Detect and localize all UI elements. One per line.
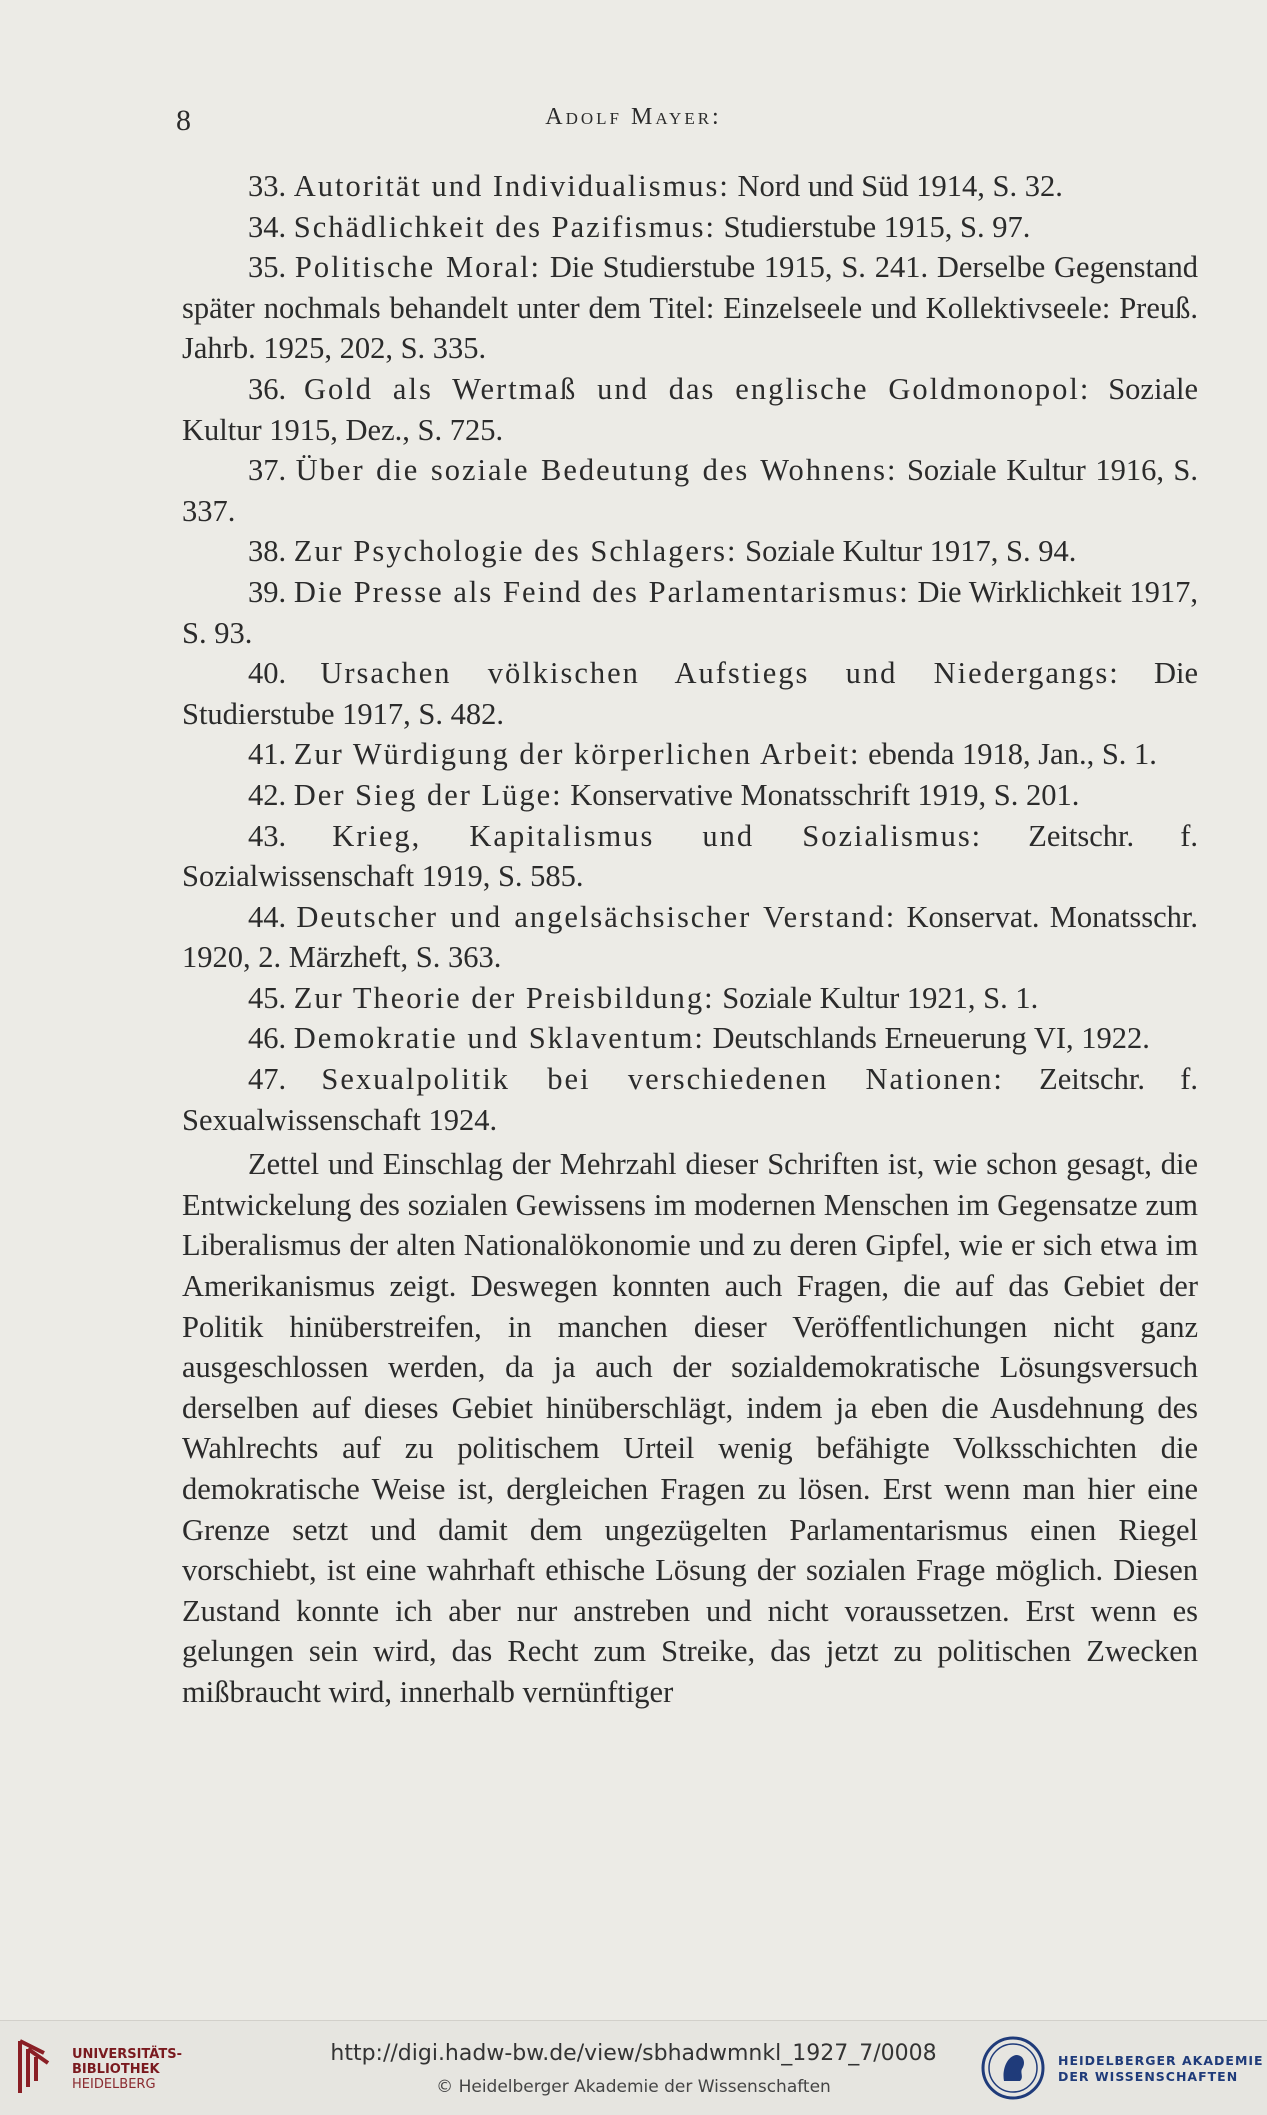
entry-title: Zur Theorie der Preisbildung:: [293, 980, 715, 1015]
bibliography-entry: [182, 572, 1198, 653]
university-library-label: UNIVERSITÄTS- BIBLIOTHEK HEIDELBERG: [72, 2047, 182, 2092]
entry-title: Über die soziale Bedeutung des Wohnens:: [295, 453, 898, 488]
entry-title: Sexualpolitik bei verschiedenen Nationen:: [321, 1062, 1004, 1097]
entry-number: 38.: [248, 534, 287, 569]
bibliography-entry: [182, 247, 1198, 369]
bibliography-entry: [182, 450, 1198, 531]
entry-title: Krieg, Kapitalismus und Sozialismus:: [332, 818, 983, 853]
entry-source: Soziale Kultur 1915, Dez., S. 725.: [182, 371, 1198, 447]
entry-title: Autorität und Individualismus:: [293, 169, 730, 203]
entry-title: Zur Psychologie des Schlagers:: [293, 534, 738, 569]
bibliography-entry: [182, 1059, 1198, 1140]
entry-source: Nord und Süd 1914, S. 32.: [729, 169, 1063, 203]
bibliography-entry: [182, 897, 1198, 978]
entry-number: 35.: [248, 250, 287, 285]
academy-seal-icon: [980, 2035, 1046, 2101]
entry-source: Soziale Kultur 1921, S. 1.: [714, 980, 1039, 1015]
bibliography-entry: [182, 978, 1198, 1019]
copyright-notice: © Heidelberger Akademie der Wissenschaften: [436, 2077, 831, 2097]
bibliography-entry: [182, 369, 1198, 450]
entry-number: 39.: [248, 574, 287, 609]
page-body: [182, 166, 1198, 1713]
entry-source: ebenda 1918, Jan., S. 1.: [860, 737, 1157, 772]
page-number: 8: [176, 104, 191, 137]
entry-source: Zeitschr. f. Sexualwissenschaft 1924.: [182, 1062, 1198, 1137]
entry-number: 33.: [248, 169, 287, 203]
academy-label: HEIDELBERGER AKADEMIE DER WISSENSCHAFTEN: [1058, 2053, 1264, 2084]
bibliography-entry: [182, 816, 1198, 897]
entry-title: Zur Würdigung der körperlichen Arbeit:: [293, 737, 861, 772]
bibliography-entry: [182, 207, 1198, 248]
bibliography-entry: [182, 734, 1198, 775]
entry-number: 37.: [248, 453, 287, 488]
entry-number: 45.: [248, 980, 287, 1015]
entry-source: Die Studierstube 1917, S. 482.: [182, 656, 1199, 731]
permalink-url[interactable]: http://digi.hadw-bw.de/view/sbhadwmnkl_1927_7/0008: [330, 2041, 937, 2066]
entry-source: Konservative Monatsschrift 1919, S. 201.: [562, 777, 1080, 812]
entry-source: Soziale Kultur 1916, S. 337.: [182, 453, 1199, 528]
entry-source: Konservat. Monatsschr. 1920, 2. Märzheft, S. 363.: [182, 899, 1199, 975]
entry-number: 44.: [248, 899, 287, 934]
entry-source: Die Wirklichkeit 1917, S. 93.: [182, 574, 1198, 650]
running-head: Adolf Mayer:: [545, 104, 722, 130]
body-paragraph: Zettel und Einschlag der Mehrzahl dieser Schriften ist, wie schon gesagt, die Entwickelung des sozialen Gewissens im modernen Menschen im Gegensatze zum Liberalismus der alten Nationalökonomie und zu deren Gipfel, wie er sich etwa im Amerikanismus zeigt. Deswegen konnten auch Fragen, die auf das Gebiet der Politik hinüberstreifen, in manchen dieser Veröffentlichungen nicht ganz ausgeschlossen werden, da ja auch der sozialdemokratische Lösungsversuch derselben auf dieses Gebiet hinüberschlägt, indem ja eben die Ausdehnung des Wahlrechts auf zu politischem Urteil wenig befähigte Volksschichten die demokratische Weise ist, dergleichen Fragen zu lösen. Erst wenn man hier eine Grenze setzt und damit dem ungezügelten Parlamentarismus einen Riegel vorschiebt, ist eine wahrhaft ethische Lösung der sozialen Frage möglich. Diesen Zustand konnte ich aber nur anstreben und nicht voraussetzen. Erst wenn es gelungen sein wird, das Recht zum Streike, das jetzt zu politischen Zwecken mißbraucht wird, innerhalb vernünftiger: [182, 1147, 1198, 1709]
bibliography-list: [182, 166, 1198, 1140]
bibliography-entry: [182, 1018, 1198, 1059]
entry-source: Zeitschr. f. Sozialwissenschaft 1919, S. 585.: [182, 818, 1199, 894]
bibliography-entry: [182, 653, 1198, 734]
entry-source: Die Studierstube 1915, S. 241. Derselbe Gegenstand später nochmals behandelt unter dem Titel: Einzelseele und Kollektivseele: Preuß. Jahrb. 1925, 202, S. 335.: [182, 250, 1199, 366]
entry-title: Politische Moral:: [294, 250, 542, 285]
entry-source: Studierstube 1915, S. 97.: [716, 209, 1031, 244]
entry-number: 34.: [248, 209, 287, 244]
entry-number: 40.: [248, 656, 287, 691]
entry-number: 42.: [248, 777, 287, 812]
entry-title: Ursachen völkischen Aufstiegs und Niedergangs:: [320, 656, 1120, 691]
entry-title: Schädlichkeit des Pazifismus:: [293, 209, 716, 244]
entry-number: 47.: [248, 1062, 287, 1097]
entry-number: 41.: [248, 737, 287, 772]
entry-source: Deutschlands Erneuerung VI, 1922.: [704, 1021, 1150, 1056]
entry-number: 36.: [248, 371, 287, 406]
entry-number: 46.: [248, 1021, 287, 1056]
entry-title: Gold als Wertmaß und das englische Goldmonopol:: [304, 371, 1091, 406]
bibliography-entry: [182, 531, 1198, 572]
entry-number: 43.: [248, 818, 287, 853]
entry-title: Deutscher und angelsächsischer Verstand:: [296, 899, 897, 934]
entry-title: Demokratie und Sklaventum:: [293, 1021, 705, 1056]
bibliography-entry: [182, 775, 1198, 816]
bibliography-entry: [182, 166, 1198, 207]
viewer-footer: [0, 2020, 1267, 2115]
entry-source: Soziale Kultur 1917, S. 94.: [737, 534, 1077, 569]
entry-title: Der Sieg der Lüge:: [293, 777, 563, 812]
entry-title: Die Presse als Feind des Parlamentarismus:: [293, 574, 910, 609]
